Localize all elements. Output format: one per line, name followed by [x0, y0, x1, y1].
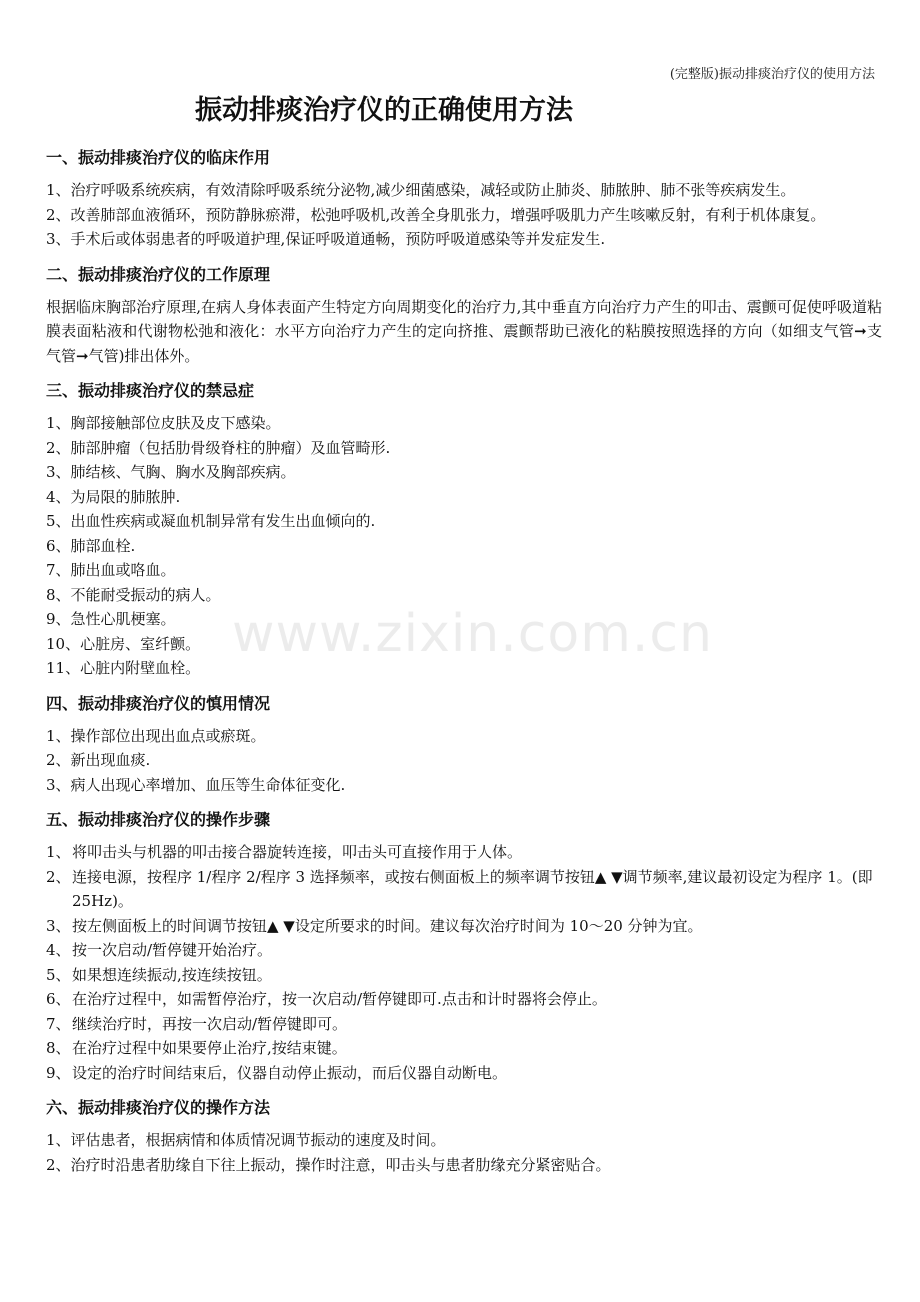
watermark-text: www.zixin.com.cn — [232, 604, 713, 664]
step-text: 如果想连续振动,按连续按钮。 — [72, 965, 272, 984]
list-item: 9、急性心肌梗塞。 — [46, 610, 176, 628]
step-number: 7、 — [46, 1014, 71, 1033]
step-number: 4、 — [46, 941, 71, 959]
step-item — [46, 963, 882, 988]
section-clinical-effects — [46, 146, 882, 252]
step-text: 在治疗过程中，如需暂停治疗，按一次启动/暂停键即可.点击和计时器将会停止。 — [72, 990, 607, 1008]
step-number: 2、 — [46, 867, 71, 886]
step-number: 3、 — [46, 916, 71, 935]
list-item: 5、出血性疾病或凝血机制异常有发生出血倾向的. — [46, 512, 376, 530]
list-item: 2、新出现血痰. — [46, 751, 151, 769]
section-operation-steps — [46, 808, 882, 1085]
section-heading: 二、振动排痰治疗仪的工作原理 — [46, 264, 271, 284]
step-item — [46, 1012, 882, 1037]
step-item — [46, 1061, 882, 1086]
step-text: 设定的治疗时间结束后，仪器自动停止振动，而后仪器自动断电。 — [72, 1063, 508, 1082]
section-heading: 四、振动排痰治疗仪的慎用情况 — [46, 693, 271, 713]
step-item — [46, 938, 882, 963]
list-item: 8、不能耐受振动的病人。 — [46, 585, 221, 604]
list-item: 1、胸部接触部位皮肤及皮下感染。 — [46, 414, 281, 432]
step-text: 将叩击头与机器的叩击接合器旋转连接，叩击头可直接作用于人体。 — [72, 843, 523, 861]
list-item: 7、肺出血或咯血。 — [46, 561, 176, 579]
section-operation-method — [46, 1096, 882, 1177]
list-item: 2、肺部肿瘤（包括肋骨级脊柱的肿瘤）及血管畸形. — [46, 438, 391, 457]
step-text: 连接电源，按程序 1/程序 2/程序 3 选择频率，或按右侧面板上的频率调节按钮▲ ▼调节频率,建议最初设定为程序 1。(即 25Hz)。 — [72, 867, 873, 910]
step-text: 继续治疗时，再按一次启动/暂停键即可。 — [72, 1014, 348, 1033]
section-contraindications — [46, 379, 882, 681]
step-number: 8、 — [46, 1039, 71, 1057]
running-header: (完整版)振动排痰治疗仪的使用方法 — [669, 67, 875, 82]
step-text: 按左侧面板上的时间调节按钮▲ ▼设定所要求的时间。建议每次治疗时间为 10～20 分钟为宜。 — [72, 916, 703, 935]
step-item — [46, 1036, 882, 1061]
section-heading: 一、振动排痰治疗仪的临床作用 — [46, 148, 271, 167]
document-body — [46, 146, 882, 1188]
list-item: 10、心脏房、室纤颤。 — [46, 634, 201, 653]
section-heading: 六、振动排痰治疗仪的操作方法 — [46, 1098, 271, 1117]
list-item: 1、评估患者，根据病情和体质情况调节振动的速度及时间。 — [46, 1131, 446, 1149]
section-cautions — [46, 692, 882, 798]
section-working-principle — [46, 263, 882, 369]
list-item: 2、改善肺部血液循环，预防静脉瘀滞，松弛呼吸机,改善全身肌张力，增强呼吸肌力产生咳嗽反射，有利于机体康复。 — [46, 205, 826, 224]
step-number: 9、 — [46, 1063, 71, 1082]
list-item: 1、治疗呼吸系统疾病，有效清除呼吸系统分泌物,减少细菌感染，减轻或防止肺炎、肺脓肿、肺不张等疾病发生。 — [46, 181, 796, 199]
section-heading: 五、振动排痰治疗仪的操作步骤 — [46, 810, 271, 829]
paragraph: 根据临床胸部治疗原理,在病人身体表面产生特定方向周期变化的治疗力,其中垂直方向治疗力产生的叩击、震颤可促使呼吸道粘膜表面粘液和代谢物松弛和液化：水平方向治疗力产生的定向挤推、震颤帮助已液化的粘膜按照选择的方向（如细支气管➞支气管➞气管)排出体外。 — [46, 297, 882, 365]
list-item: 11、心脏内附壁血栓。 — [46, 659, 201, 677]
list-item: 4、为局限的肺脓肿. — [46, 487, 181, 506]
step-item — [46, 865, 882, 914]
document-title: 振动排痰治疗仪的正确使用方法 — [195, 95, 573, 126]
list-item: 3、肺结核、气胸、胸水及胸部疾病。 — [46, 463, 296, 481]
step-number: 6、 — [46, 990, 71, 1008]
list-item: 1、操作部位出现出血点或瘀斑。 — [46, 726, 266, 745]
list-item: 3、病人出现心率增加、血压等生命体征变化. — [46, 775, 346, 794]
step-text: 在治疗过程中如果要停止治疗,按结束键。 — [72, 1039, 347, 1057]
step-item — [46, 987, 882, 1012]
list-item: 2、治疗时沿患者肋缘自下往上振动，操作时注意，叩击头与患者肋缘充分紧密贴合。 — [46, 1155, 611, 1174]
step-number: 1、 — [46, 843, 71, 861]
list-item: 6、肺部血栓. — [46, 536, 136, 555]
list-item: 3、手术后或体弱患者的呼吸道护理,保证呼吸道通畅，预防呼吸道感染等并发症发生. — [46, 230, 606, 248]
step-number: 5、 — [46, 965, 71, 984]
section-heading: 三、振动排痰治疗仪的禁忌症 — [46, 381, 255, 400]
step-item — [46, 914, 882, 939]
step-text: 按一次启动/暂停键开始治疗。 — [72, 941, 273, 959]
step-item — [46, 840, 882, 865]
